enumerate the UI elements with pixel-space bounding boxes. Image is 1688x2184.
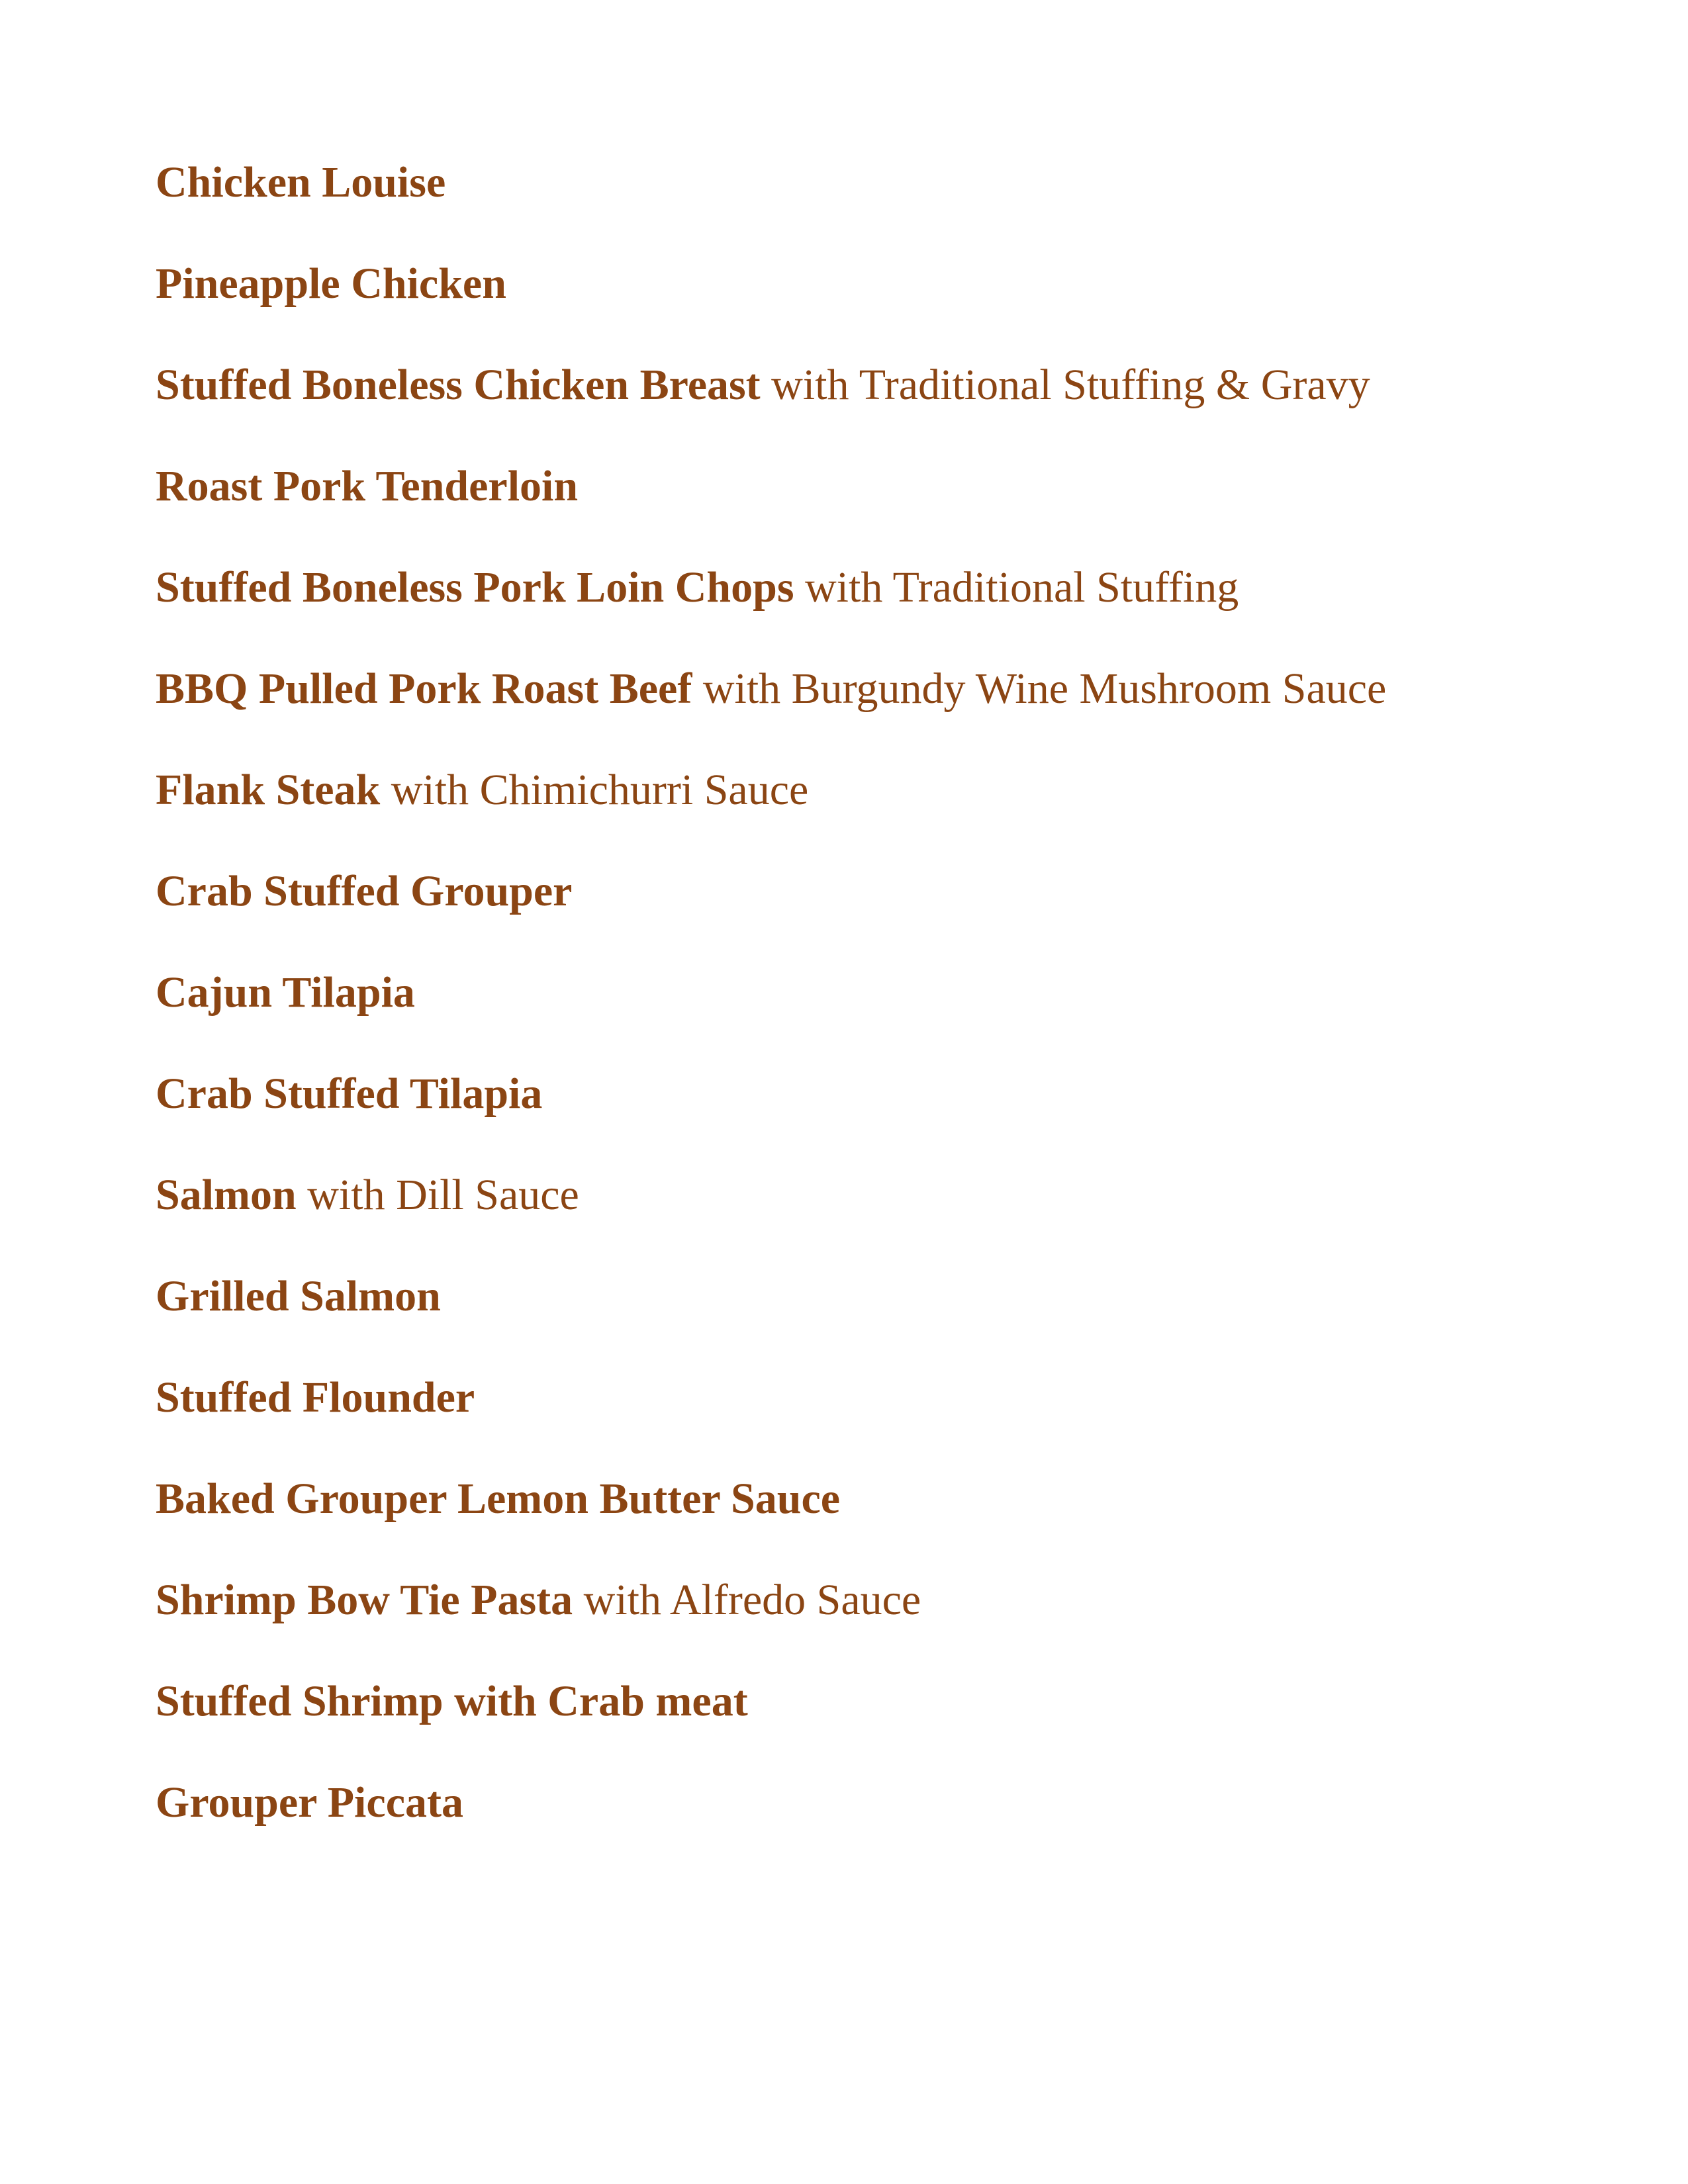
dish-name: Grilled Salmon bbox=[156, 1272, 441, 1320]
dish-name: Cajun Tilapia bbox=[156, 968, 415, 1017]
menu-item bbox=[156, 1670, 1546, 1771]
menu-item bbox=[156, 353, 1546, 455]
menu-item bbox=[156, 1062, 1546, 1163]
dish-name: Shrimp Bow Tie Pasta bbox=[156, 1576, 573, 1624]
menu-item bbox=[156, 1366, 1546, 1467]
dish-name: Roast Pork Tenderloin bbox=[156, 462, 579, 510]
menu-item bbox=[156, 455, 1546, 556]
dish-description: with Traditional Stuffing bbox=[805, 563, 1239, 612]
menu-item bbox=[156, 252, 1546, 353]
menu-item bbox=[156, 860, 1546, 961]
dish-description: with Dill Sauce bbox=[307, 1171, 579, 1219]
dish-name: Crab Stuffed Tilapia bbox=[156, 1069, 543, 1118]
dish-description: with Alfredo Sauce bbox=[583, 1576, 921, 1624]
dish-name: Grouper Piccata bbox=[156, 1778, 463, 1827]
dish-name: BBQ Pulled Pork Roast Beef bbox=[156, 664, 692, 713]
menu-item bbox=[156, 1771, 1546, 1872]
dish-name: Stuffed Boneless Chicken Breast bbox=[156, 361, 761, 409]
dish-description: with Traditional Stuffing & Gravy bbox=[771, 361, 1370, 409]
dish-name: Stuffed Boneless Pork Loin Chops bbox=[156, 563, 794, 612]
dish-name: Stuffed Shrimp with Crab meat bbox=[156, 1677, 748, 1725]
menu-item bbox=[156, 1163, 1546, 1265]
dish-name: Salmon bbox=[156, 1171, 297, 1219]
menu-item bbox=[156, 1467, 1546, 1569]
dish-description: with Chimichurri Sauce bbox=[391, 766, 809, 814]
dish-name: Baked Grouper Lemon Butter Sauce bbox=[156, 1475, 841, 1523]
dish-name: Pineapple Chicken bbox=[156, 259, 506, 308]
dish-description: with Burgundy Wine Mushroom Sauce bbox=[702, 664, 1387, 713]
dish-name: Flank Steak bbox=[156, 766, 381, 814]
menu-item bbox=[156, 1569, 1546, 1670]
menu-item bbox=[156, 758, 1546, 860]
menu-item bbox=[156, 556, 1546, 657]
menu-list bbox=[156, 151, 1546, 1872]
menu-item bbox=[156, 1265, 1546, 1366]
dish-name: Stuffed Flounder bbox=[156, 1373, 475, 1422]
menu-item bbox=[156, 151, 1546, 252]
dish-name: Chicken Louise bbox=[156, 158, 446, 206]
menu-item bbox=[156, 961, 1546, 1062]
menu-item bbox=[156, 657, 1546, 758]
dish-name: Crab Stuffed Grouper bbox=[156, 867, 573, 915]
